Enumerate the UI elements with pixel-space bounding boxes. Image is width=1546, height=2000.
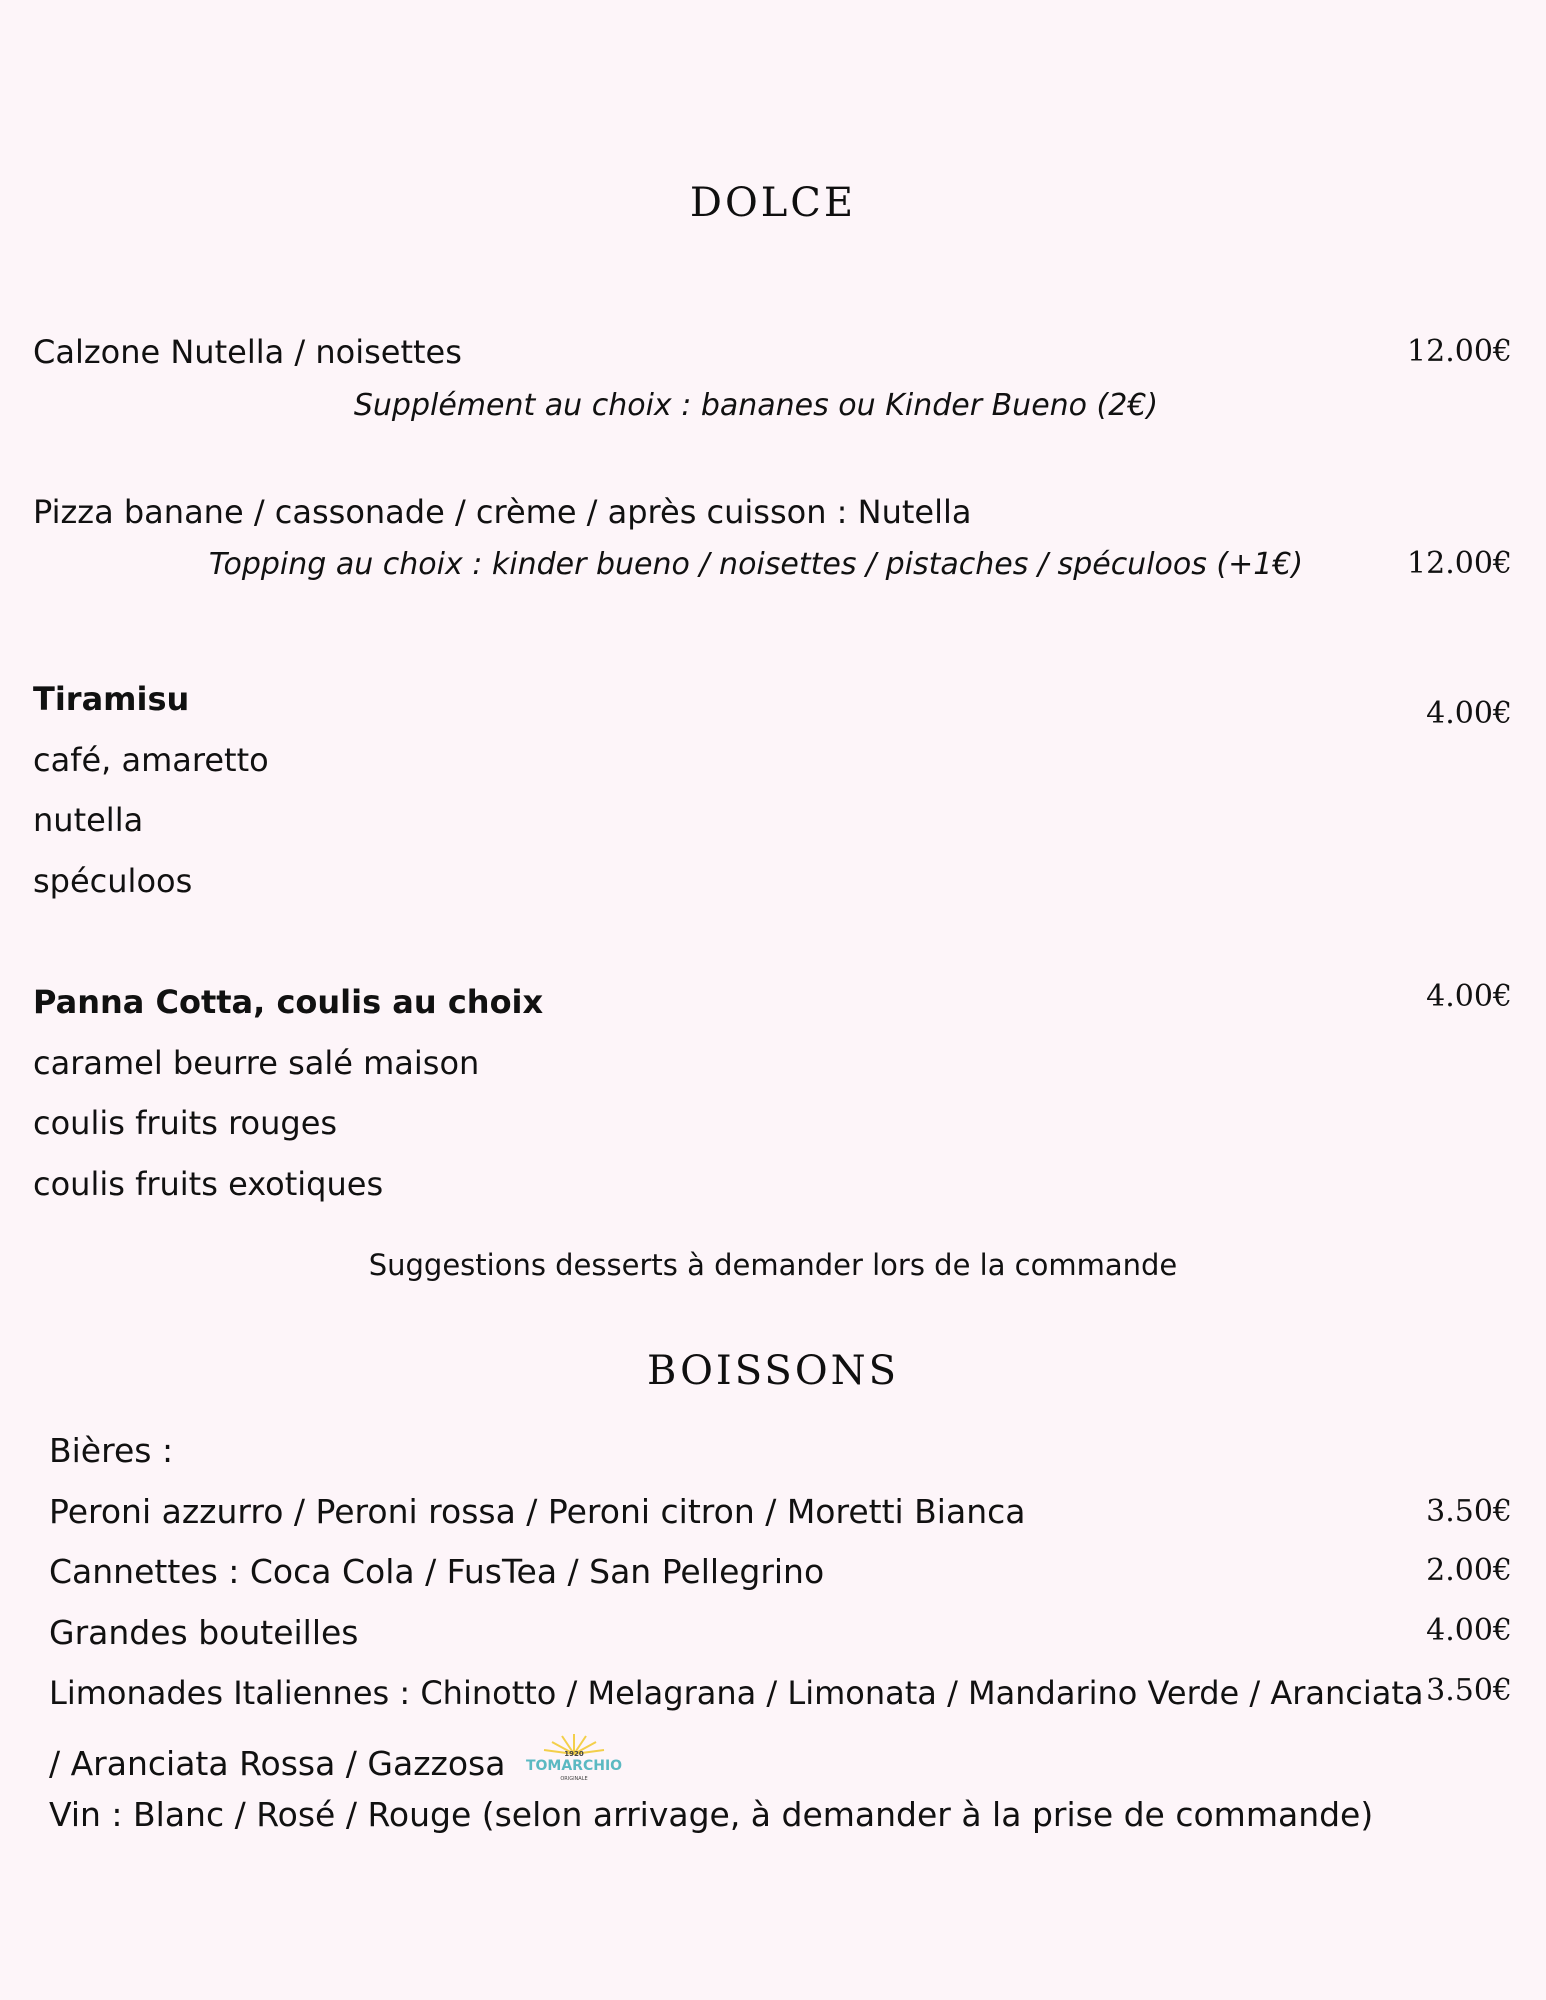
dessert-suggestion: Suggestions desserts à demander lors de la commande — [368, 1248, 1178, 1282]
svg-text:1920: 1920 — [564, 1750, 584, 1758]
pizza-price: 12.00€ — [1407, 546, 1512, 581]
drink-price: 3.50€ — [1426, 1494, 1512, 1529]
limonades-continuation — [49, 1732, 622, 1799]
calzone-name: Calzone Nutella / noisettes — [33, 333, 462, 371]
panna-cotta-name: Panna Cotta, coulis au choix — [33, 983, 544, 1021]
drink-price: 4.00€ — [1426, 1613, 1512, 1648]
drink-name: Grandes bouteilles — [49, 1613, 359, 1652]
drink-price: 3.50€ — [1426, 1673, 1512, 1708]
drink-name: Limonades Italiennes : Chinotto / Melagrana / Limonata / Mandarino Verde / Aranciata — [49, 1674, 1424, 1712]
panna-cotta-price: 4.00€ — [1426, 979, 1512, 1014]
tomarchio-logo-icon — [526, 1732, 622, 1799]
calzone-note: Supplément au choix : bananes ou Kinder Bueno (2€) — [353, 388, 1159, 423]
boissons-title: BOISSONS — [646, 1348, 900, 1394]
limonades-continuation-text: / Aranciata Rossa / Gazzosa — [49, 1744, 506, 1783]
dolce-title: DOLCE — [689, 180, 857, 226]
tiramisu-price: 4.00€ — [1426, 696, 1512, 731]
panna-cotta-option: coulis fruits exotiques — [33, 1165, 384, 1203]
bieres-label: Bières : — [49, 1431, 174, 1470]
panna-cotta-option: caramel beurre salé maison — [33, 1044, 480, 1082]
svg-text:TOMARCHIO: TOMARCHIO — [525, 1758, 622, 1774]
panna-cotta-option: coulis fruits rouges — [33, 1104, 338, 1142]
tiramisu-option: spéculoos — [33, 862, 193, 900]
svg-text:ORIGINALE: ORIGINALE — [560, 1776, 588, 1782]
drink-name: Cannettes : Coca Cola / FusTea / San Pellegrino — [49, 1552, 825, 1591]
tiramisu-option: nutella — [33, 801, 144, 839]
pizza-note: Topping au choix : kinder bueno / noisettes / pistaches / spéculoos (+1€) — [208, 547, 1304, 582]
calzone-price: 12.00€ — [1407, 334, 1512, 369]
drink-price: 2.00€ — [1426, 1553, 1512, 1588]
tiramisu-name: Tiramisu — [33, 680, 190, 718]
vin-line: Vin : Blanc / Rosé / Rouge (selon arrivage, à demander à la prise de commande) — [49, 1795, 1374, 1834]
tiramisu-option: café, amaretto — [33, 741, 269, 779]
drink-name: Peroni azzurro / Peroni rossa / Peroni citron / Moretti Bianca — [49, 1492, 1026, 1531]
pizza-name: Pizza banane / cassonade / crème / après cuisson : Nutella — [33, 493, 972, 531]
